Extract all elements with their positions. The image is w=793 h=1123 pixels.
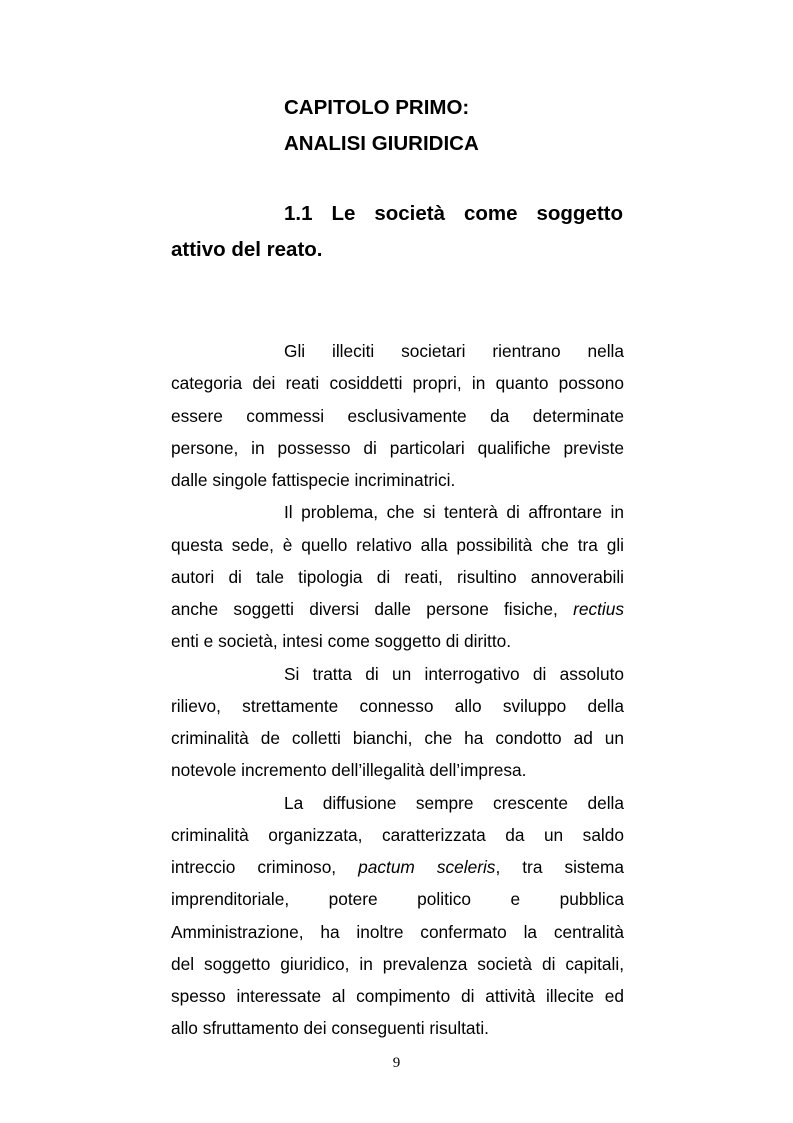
paragraph-line (171, 593, 624, 625)
paragraph-line: Amministrazione, ha inoltre confermato la centralità (171, 921, 624, 942)
paragraph-line: La diffusione sempre crescente della (284, 792, 624, 813)
italic-term: rectius (573, 599, 624, 619)
paragraph-line: imprenditoriale, potere politico e pubblica (171, 889, 624, 910)
paragraph-line: Si tratta di un interrogativo di assoluto (284, 663, 624, 684)
section-heading (171, 196, 623, 268)
paragraph-line (171, 851, 624, 883)
paragraph-line: essere commessi esclusivamente da determinate (171, 405, 624, 426)
section-heading-line2: attivo del reato. (171, 238, 323, 261)
paragraph-line: persone, in possesso di particolari qualifiche previste (171, 437, 624, 458)
paragraph-line: notevole incremento dell’illegalità dell’impresa. (171, 760, 527, 781)
paragraph-line: allo sfruttamento dei conseguenti risultati. (171, 1018, 489, 1039)
paragraph-line: Il problema, che si tenterà di affrontare in (284, 502, 624, 523)
paragraph-line: criminalità organizzata, caratterizzata da un saldo (171, 824, 624, 845)
paragraph-line: spesso interessate al compimento di attività illecite ed (171, 986, 624, 1006)
chapter-title-line1: CAPITOLO PRIMO: (284, 96, 470, 119)
paragraph-text: , tra sistema (495, 857, 624, 877)
paragraph-line: questa sede, è quello relativo alla possibilità che tra gli (171, 534, 624, 555)
paragraph-text: anche soggetti diversi dalle persone fisiche, (171, 599, 558, 619)
paragraph-line: categoria dei reati cosiddetti propri, in quanto possono (171, 373, 624, 394)
italic-term: pactum sceleris (358, 857, 496, 877)
paragraph-line: dalle singole fattispecie incriminatrici. (171, 470, 456, 490)
paragraph-line: Gli illeciti societari rientrano nella (284, 341, 624, 361)
paragraph-text: intreccio criminoso, (171, 857, 337, 877)
paragraph-line: rilievo, strettamente connesso allo sviluppo della (171, 695, 624, 716)
body-text (171, 335, 624, 1045)
section-heading-line1: 1.1 Le società come soggetto (284, 202, 623, 225)
paragraph-line: del soggetto giuridico, in prevalenza società di capitali, (171, 953, 624, 974)
paragraph-line: criminalità de colletti bianchi, che ha condotto ad un (171, 728, 624, 748)
page-number: 9 (392, 1055, 401, 1071)
paragraph-line: autori di tale tipologia di reati, risultino annoverabili (171, 566, 624, 587)
chapter-title-line2: ANALISI GIURIDICA (284, 132, 479, 155)
paragraph-line: enti e società, intesi come soggetto di diritto. (171, 631, 512, 652)
